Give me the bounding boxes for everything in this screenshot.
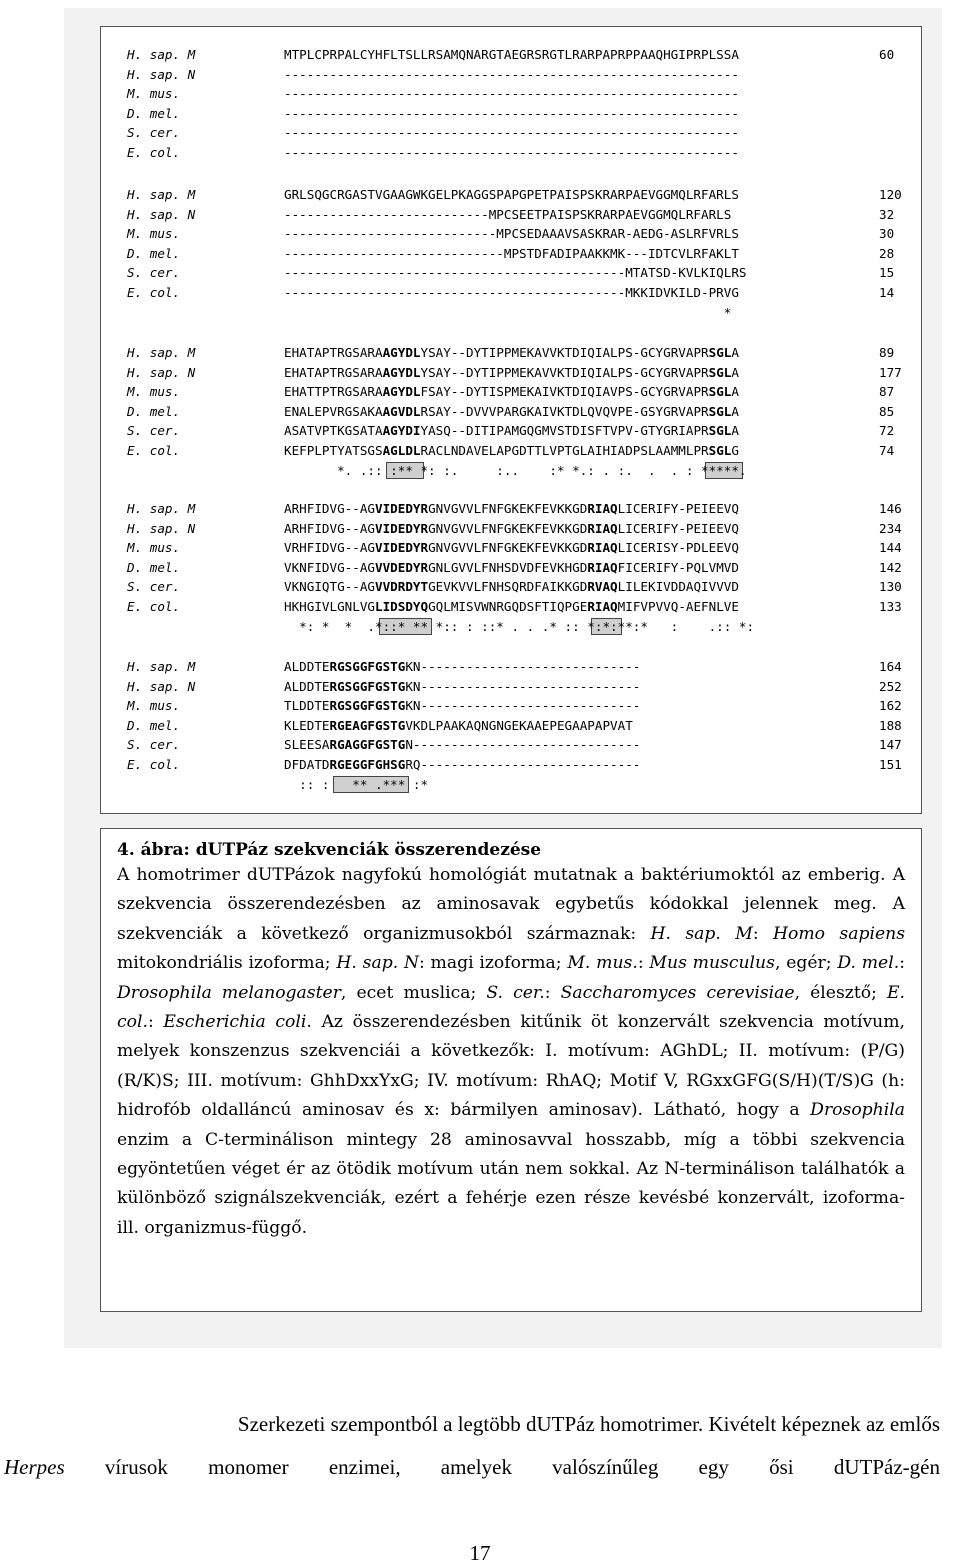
caption-text: enzim a C-terminálison mintegy 28 aminosavval hosszabb, míg a többi szekvencia egyöntetűen véget ér az ötödik motívum után nem sokkal. Az N-terminálison találhatók a különböző szignálszekvenciák, ezért a fehérje ezen része kevésbé konzervált, izoforma- ill. organizmus-függő.: [117, 1129, 905, 1238]
caption-text: : magi izoforma;: [418, 953, 568, 974]
caption-text: . Az összerendezésben kitűnik öt konzervált szekvencia motívum, melyek konszenzus szekvenciái a következők: I. motívum: AGhDL; II. motívum: (P/G)(R/K)S; III. motívum: GhhDxxYxG; IV. motívum: RhAQ; Motif V, RGxxGFG(S/H)(T/S)G (h: hidrofób oldalláncú aminosav és x: bármilyen aminosav). Látható, hogy a: [117, 1012, 905, 1121]
organism-label: S. cer.: [127, 737, 181, 753]
sequence: EHATAPTRGSARAAGYDLYSAY--DYTIPPMEKAVVKTDIQIALPS-GCYGRVAPRSGLA: [284, 345, 739, 360]
sequence: ALDDTERGSGGFGSTGKN-----------------------------: [284, 659, 641, 674]
residue-count: 151: [879, 756, 902, 772]
organism-label: M. mus.: [127, 698, 181, 714]
sequence: ------------------------------------------------------------: [284, 125, 739, 141]
organism-label: D. mel.: [127, 403, 181, 419]
organism-label: H. sap. N: [127, 364, 196, 380]
sequence: HKHGIVLGNLVGLIDSDYQGQLMISVWNRGQDSFTIQPGERIAQMIFVPVVQ-AEFNLVE: [284, 598, 739, 614]
sequence: EHATTPTRGSARAAGYDLFSAY--DYTISPMEKAIVKTDIQIAVPS-GCYGRVAPRSGLA: [284, 384, 739, 400]
body-text: vírusok monomer enzimei, amelyek valószínűleg egy ősi dUTPáz-gén: [64, 1455, 940, 1479]
organism-label: S. cer.: [127, 579, 181, 595]
organism-label: M. mus.: [127, 384, 181, 400]
residue-count: 130: [879, 579, 902, 595]
caption-italic: M. mus.: [567, 953, 638, 974]
organism-label: H. sap. N: [127, 678, 196, 694]
organism-label: D. mel.: [127, 245, 181, 261]
residue-count: 85: [879, 403, 895, 419]
consensus-line: *: * * .*::* ** *:: : ::* . . .* :: *:*:**:* : .:: *:: [284, 618, 755, 634]
caption-body: A homotrimer dUTPázok nagyfokú homológiát mutatnak a baktériumoktól az emberig. A szekvencia összerendezésben az aminosavak egybetűs kódokkal jelennek meg. A szekvenciák a következő organizmusokból származnak: H. sap. M: Homo sapiens mitokondriális izoforma; H. sap. N: magi izoforma; M. mus.: Mus musculus, egér; D. mel.: Drosophila melanogaster, ecet muslica; S. cer.: Saccharomyces cerevisiae, élesztő; E. col.: Escherichia coli. Az összerendezésben kitűnik öt konzervált szekvencia motívum, melyek konszenzus szekvenciái a következők: I. motívum: AGhDL; II. motívum: (P/G)(R/K)S; III. motívum: GhhDxxYxG; IV. motívum: RhAQ; Motif V, RGxxGFG(S/H)(T/S)G (h: hidrofób oldalláncú aminosav és x: bármilyen aminosav). Látható, hogy a Drosophila enzim a C-terminálison mintegy 28 aminosavval hosszabb, míg a többi szekvencia egyöntetűen véget ér az ötödik motívum után nem sokkal. Az N-terminálison találhatók a különböző szignálszekvenciák, ezért a fehérje ezen része kevésbé konzervált, izoforma- ill. organizmus-függő.: [117, 865, 906, 1238]
organism-label: H. sap. M: [127, 501, 196, 516]
sequence: VKNGIQTG--AGVVDRDYTGEVKVVLFNHSQRDFAIKKGDRVAQLILEKIVDDAQIVVVD: [284, 579, 739, 595]
caption-italic: Drosophila melanogaster: [117, 982, 341, 1003]
sequence: ARHFIDVG--AGVIDEDYRGNVGVVLFNFGKEKFEVKKGDRIAQLICERIFY-PEIEEVQ: [284, 501, 739, 516]
caption-text: mitokondriális izoforma;: [117, 953, 337, 974]
residue-count: 32: [879, 206, 895, 222]
residue-count: 89: [879, 345, 895, 360]
sequence: ---------------------------------------------MTATSD-KVLKIQLRS: [284, 265, 747, 281]
organism-label: D. mel.: [127, 717, 181, 733]
residue-count: 162: [879, 698, 902, 714]
sequence-alignment-figure: [100, 26, 922, 814]
organism-label: D. mel.: [127, 559, 181, 575]
organism-label: E. col.: [127, 144, 181, 160]
residue-count: 164: [879, 659, 902, 674]
organism-label: H. sap. M: [127, 659, 196, 674]
sequence: ------------------------------------------------------------: [284, 105, 739, 121]
residue-count: 142: [879, 559, 902, 575]
sequence: ARHFIDVG--AGVIDEDYRGNVGVVLFNFGKEKFEVKKGDRIAQLICERIFY-PEIEEVQ: [284, 520, 739, 536]
organism-label: H. sap. N: [127, 206, 196, 222]
organism-label: E. col.: [127, 442, 181, 458]
caption-text: , élesztő;: [794, 982, 887, 1003]
residue-count: 60: [879, 47, 895, 62]
caption-italic: H. sap. N: [336, 953, 419, 974]
sequence: ---------------------------------------------MKKIDVKILD-PRVG: [284, 284, 739, 300]
body-italic: Herpes: [4, 1455, 65, 1479]
sequence: DFDATDRGEGGFGHSGRQ-----------------------------: [284, 756, 641, 772]
figure-caption: [100, 828, 922, 1312]
sequence: KEFPLPTYATSGSAGLDLRACLNDAVELAPGDTTLVPTGLAIHIADPSLAAMMLPRSGLG: [284, 442, 739, 458]
sequence: EHATAPTRGSARAAGYDLYSAY--DYTIPPMEKAVVKTDIQIALPS-GCYGRVAPRSGLA: [284, 364, 739, 380]
body-paragraph-line-2: [4, 1455, 940, 1480]
organism-label: H. sap. N: [127, 520, 196, 536]
organism-label: H. sap. M: [127, 47, 196, 62]
caption-italic: Escherichia coli: [163, 1012, 307, 1033]
residue-count: 133: [879, 598, 902, 614]
organism-label: E. col.: [127, 756, 181, 772]
residue-count: 87: [879, 384, 895, 400]
residue-count: 74: [879, 442, 895, 458]
organism-label: H. sap. M: [127, 187, 196, 202]
sequence: GRLSQGCRGASTVGAAGWKGELPKAGGSPAPGPETPAISPSKRARPAEVGGMQLRFARLS: [284, 187, 739, 202]
consensus-line: :: : ** .*** :*: [284, 776, 429, 792]
sequence: ----------------------------MPCSEDAAAVSASKRAR-AEDG-ASLRFVRLS: [284, 226, 739, 242]
organism-label: M. mus.: [127, 226, 181, 242]
sequence: ------------------------------------------------------------: [284, 144, 739, 160]
organism-label: H. sap. N: [127, 66, 196, 82]
residue-count: 147: [879, 737, 902, 753]
caption-italic: H. sap. M: [650, 923, 753, 944]
caption-italic: Mus musculus: [649, 953, 775, 974]
organism-label: H. sap. M: [127, 345, 196, 360]
caption-title: 4. ábra: dUTPáz szekvenciák összerendezése: [117, 840, 542, 860]
consensus-line: *: [284, 304, 732, 320]
sequence: ------------------------------------------------------------: [284, 86, 739, 102]
caption-italic: Saccharomyces cerevisiae: [560, 982, 795, 1003]
body-paragraph-line-1: Szerkezeti szempontból a legtöbb dUTPáz homotrimer. Kivételt képeznek az emlős: [237, 1412, 940, 1436]
sequence: MTPLCPRPALCYHFLTSLLRSAMQNARGTAEGRSRGTLRARPAPRPPAAQHGIPRPLSSA: [284, 47, 739, 62]
organism-label: S. cer.: [127, 265, 181, 281]
residue-count: 144: [879, 540, 902, 556]
caption-italic: Homo sapiens: [773, 923, 906, 944]
caption-italic: D. mel.: [837, 953, 900, 974]
sequence: VRHFIDVG--AGVIDEDYRGNVGVVLFNFGKEKFEVKKGDRIAQLICERISY-PDLEEVQ: [284, 540, 739, 556]
residue-count: 146: [879, 501, 902, 516]
sequence: SLEESARGAGGFGSTGN------------------------------: [284, 737, 641, 753]
sequence: ALDDTERGSGGFGSTGKN-----------------------------: [284, 678, 641, 694]
residue-count: 30: [879, 226, 895, 242]
caption-italic: E. col.: [117, 982, 905, 1033]
residue-count: 234: [879, 520, 902, 536]
residue-count: 14: [879, 284, 895, 300]
sequence: VKNFIDVG--AGVVDEDYRGNLGVVLFNHSDVDFEVKHGDRIAQFICERIFY-PQLVMVD: [284, 559, 739, 575]
organism-label: M. mus.: [127, 86, 181, 102]
sequence: TLDDTERGSGGFGSTGKN-----------------------------: [284, 698, 641, 714]
caption-text: , egér;: [774, 953, 838, 974]
sequence: ASATVPTKGSATAAGYDIYASQ--DITIPAMGQGMVSTDISFTVPV-GTYGRIAPRSGLA: [284, 423, 739, 439]
sequence: ------------------------------------------------------------: [284, 66, 739, 82]
caption-italic: S. cer.: [486, 982, 545, 1003]
residue-count: 177: [879, 364, 902, 380]
page-number: 17: [469, 1541, 491, 1565]
organism-label: E. col.: [127, 284, 181, 300]
residue-count: 120: [879, 187, 902, 202]
sequence: -----------------------------MPSTDFADIPAAKKMK---IDTCVLRFAKLT: [284, 245, 739, 261]
caption-text: A homotrimer dUTPázok nagyfokú homológiát mutatnak a baktériumoktól az emberig. A szekvencia összerendezésben az aminosavak egybetűs kódokkal jelennek meg. A szekvenciák a következő organizmusokból származnak:: [117, 865, 905, 944]
organism-label: S. cer.: [127, 423, 181, 439]
organism-label: E. col.: [127, 598, 181, 614]
residue-count: 252: [879, 678, 902, 694]
residue-count: 188: [879, 717, 902, 733]
sequence: ENALEPVRGSAKAAGVDLRSAY--DVVVPARGKAIVKTDLQVQVPE-GSYGRVAPRSGLA: [284, 403, 739, 419]
residue-count: 28: [879, 245, 895, 261]
consensus-line: *. .:: :** *: :. :.. :* *.: . :. . . : *****.: [284, 462, 747, 478]
residue-count: 72: [879, 423, 895, 439]
caption-italic: Drosophila: [810, 1100, 905, 1121]
sequence: ---------------------------MPCSEETPAISPSKRARPAEVGGMQLRFARLS: [284, 206, 732, 222]
residue-count: 15: [879, 265, 895, 281]
caption-text: , ecet muslica;: [340, 982, 487, 1003]
sequence: KLEDTERGEAGFGSTGVKDLPAAKAQNGNGEKAAEPEGAAPAPVAT: [284, 717, 633, 733]
organism-label: D. mel.: [127, 105, 181, 121]
organism-label: S. cer.: [127, 125, 181, 141]
organism-label: M. mus.: [127, 540, 181, 556]
